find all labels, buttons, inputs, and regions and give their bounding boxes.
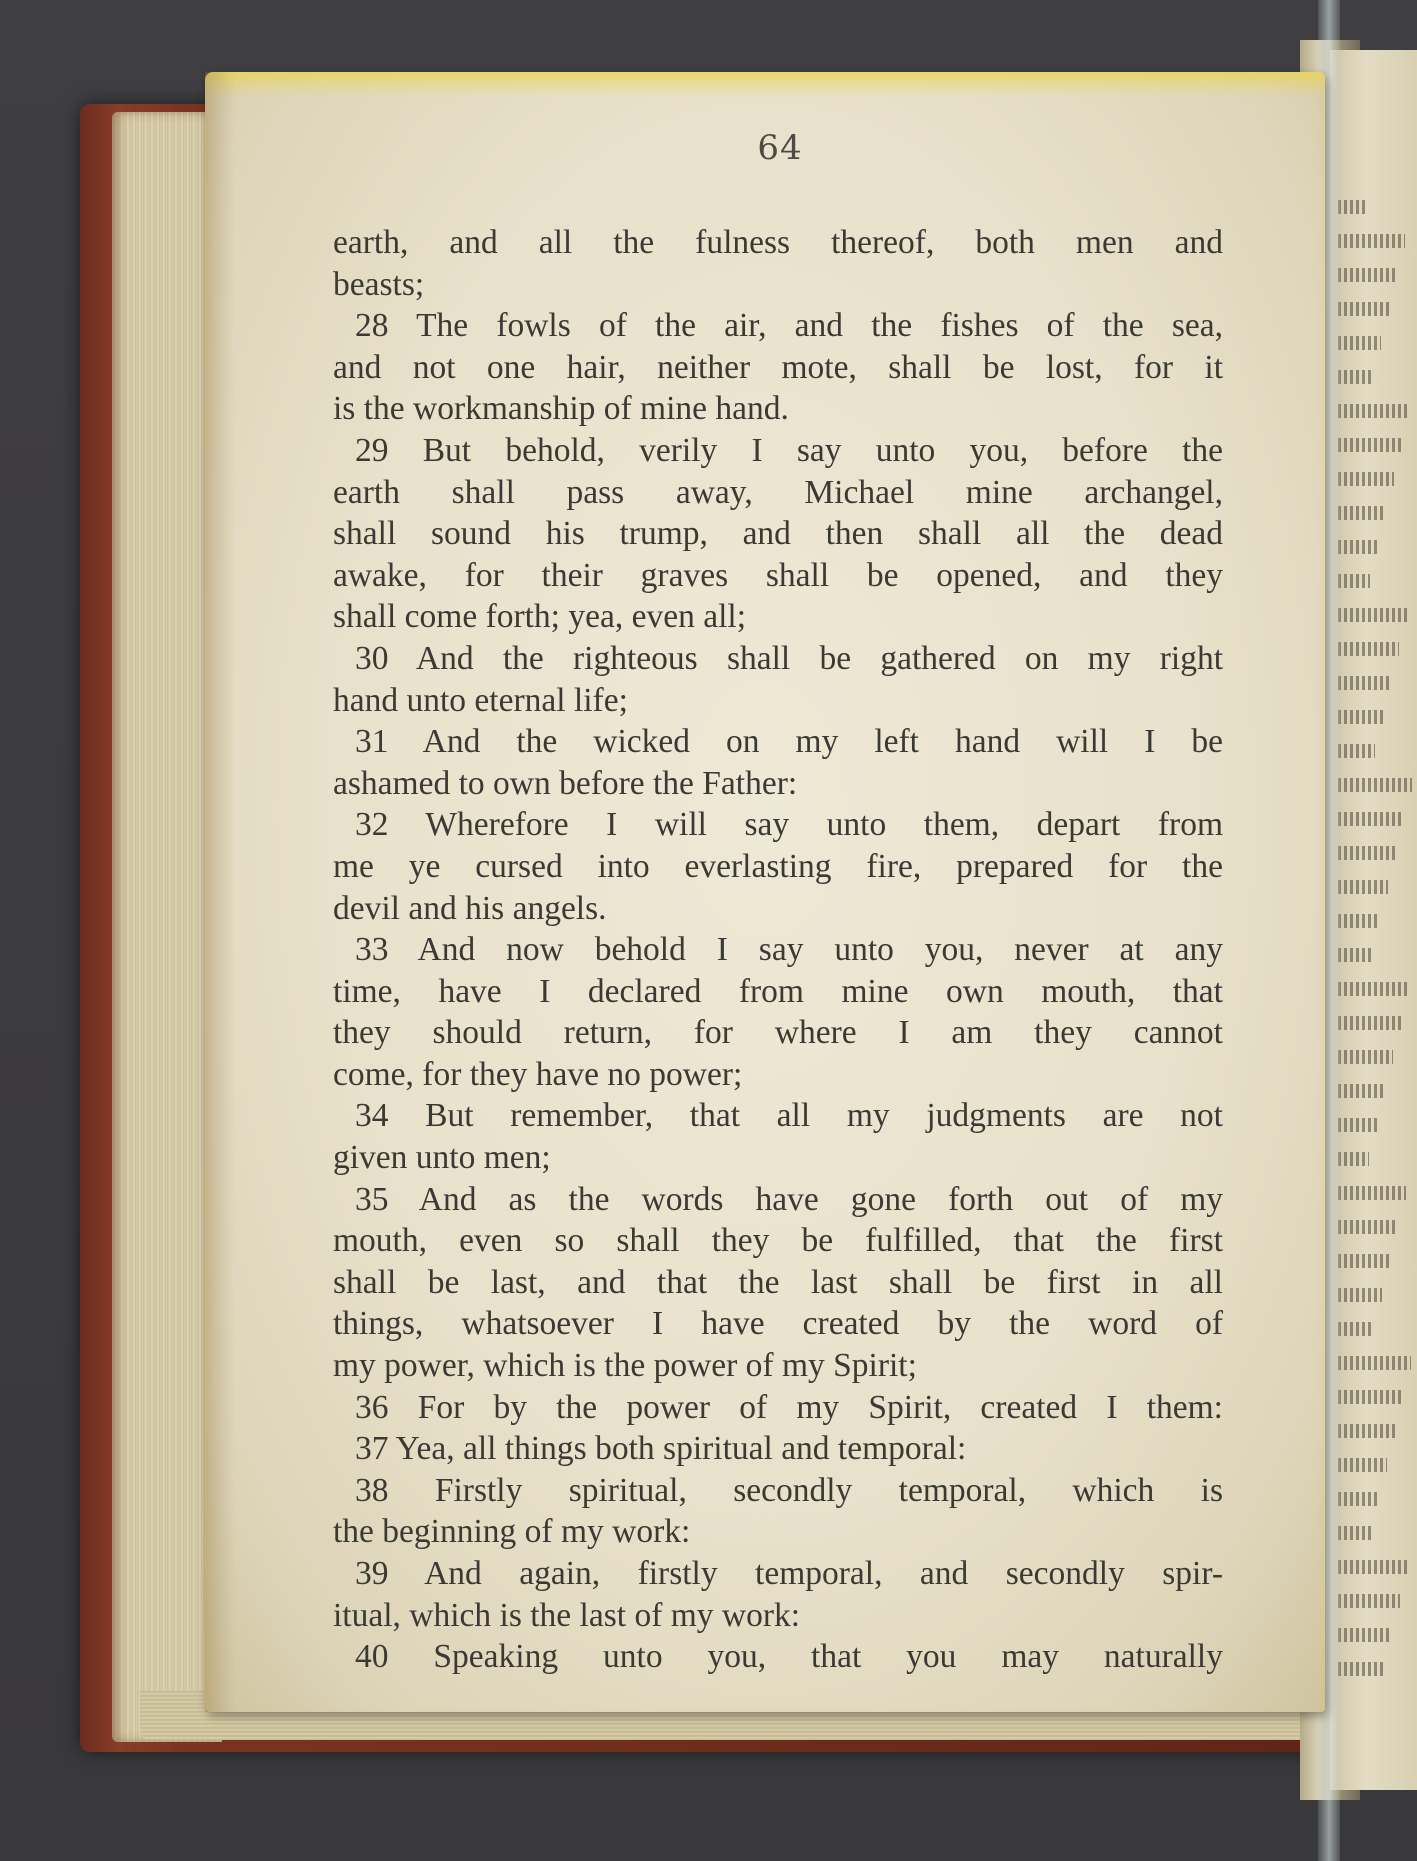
text-line: 32 Wherefore I will say unto them, depart from	[355, 806, 1223, 844]
text-line: 38 Firstly spiritual, secondly temporal, which is	[355, 1471, 1223, 1509]
text-line: they should return, for where I am they cannot	[333, 1014, 1223, 1052]
text-line: my power, which is the power of my Spirit;	[333, 1347, 917, 1385]
text-line: earth, and all the fulness thereof, both men and	[333, 224, 1223, 261]
text-line: mouth, even so shall they be fulfilled, that the first	[333, 1222, 1223, 1260]
facing-page-text-mark	[1338, 1186, 1406, 1200]
text-line: itual, which is the last of my work:	[333, 1596, 801, 1634]
facing-page-text-mark	[1338, 1424, 1395, 1438]
facing-page-text-mark	[1338, 1118, 1377, 1132]
facing-page-text-mark	[1338, 1458, 1387, 1472]
text-line: devil and his angels.	[333, 889, 607, 927]
facing-page-text-mark	[1338, 778, 1412, 792]
text-line: 28 The fowls of the air, and the fishes of the sea,	[355, 307, 1223, 345]
facing-page-text-mark	[1338, 1492, 1379, 1506]
text-line: 33 And now behold I say unto you, never at any	[355, 931, 1223, 969]
facing-page-text-mark	[1338, 1220, 1398, 1234]
facing-page-text-mark	[1338, 948, 1372, 962]
facing-page-text-mark	[1338, 710, 1383, 724]
facing-page-text-mark	[1338, 1016, 1401, 1030]
page-number: 64	[757, 128, 803, 168]
facing-page-text-mark	[1338, 404, 1410, 418]
text-line: is the workmanship of mine hand.	[333, 390, 789, 428]
facing-page-text-mark	[1338, 1526, 1371, 1540]
facing-page-text-mark	[1338, 812, 1404, 826]
page-text	[333, 222, 1223, 1678]
text-line: and not one hair, neither mote, shall be lost, for it	[333, 348, 1223, 386]
facing-page-text-mark	[1338, 982, 1409, 996]
text-line: 30 And the righteous shall be gathered on my right	[355, 639, 1223, 677]
facing-page-text-mark	[1338, 880, 1388, 894]
facing-page-text-mark	[1338, 336, 1381, 350]
text-line: time, have I declared from mine own mouth, that	[333, 972, 1223, 1010]
facing-page-text-mark	[1338, 1322, 1374, 1336]
facing-page-text-mark	[1338, 370, 1373, 384]
text-line: earth shall pass away, Michael mine archangel,	[333, 473, 1223, 511]
text-line: 40 Speaking unto you, that you may naturally	[355, 1638, 1223, 1676]
facing-page-text-mark	[1338, 1560, 1408, 1574]
facing-page-text-mark	[1338, 846, 1396, 860]
text-line: come, for they have no power;	[333, 1055, 743, 1093]
text-line: shall sound his trump, and then shall all the dead	[333, 515, 1223, 553]
facing-page-text-mark	[1338, 472, 1394, 486]
text-line: hand unto eternal life;	[333, 681, 628, 719]
facing-page-text-mark	[1338, 1594, 1400, 1608]
facing-page-text-mark	[1338, 234, 1405, 248]
text-line: 31 And the wicked on my left hand will I be	[355, 723, 1223, 761]
facing-page-text-mark	[1338, 1288, 1382, 1302]
text-line: 37 Yea, all things both spiritual and temporal:	[355, 1430, 967, 1468]
text-line: things, whatsoever I have created by the word of	[333, 1305, 1223, 1343]
facing-page-text-mark	[1338, 574, 1370, 588]
text-line: beasts;	[333, 265, 425, 303]
facing-page-text-mark	[1338, 914, 1380, 928]
facing-page-edge	[1330, 50, 1417, 1790]
facing-page-text-mark	[1338, 540, 1378, 554]
facing-page-text-mark	[1338, 1356, 1411, 1370]
text-line: the beginning of my work:	[333, 1513, 691, 1551]
text-line: shall be last, and that the last shall be first in all	[333, 1263, 1223, 1301]
text-line: awake, for their graves shall be opened, and they	[333, 556, 1223, 594]
facing-page-text-mark	[1338, 1050, 1393, 1064]
facing-page-text-mark	[1338, 438, 1402, 452]
facing-page-text-mark	[1338, 1084, 1385, 1098]
facing-page-text-mark	[1338, 200, 1368, 214]
text-line: 29 But behold, verily I say unto you, before the	[355, 431, 1223, 469]
text-line: ashamed to own before the Father:	[333, 764, 798, 802]
text-line: 36 For by the power of my Spirit, created I them:	[355, 1388, 1223, 1426]
text-line: 39 And again, firstly temporal, and secondly spir-	[355, 1555, 1223, 1592]
text-line: 34 But remember, that all my judgments are not	[355, 1097, 1223, 1135]
facing-page-text-mark	[1338, 302, 1389, 316]
text-line: me ye cursed into everlasting fire, prepared for the	[333, 847, 1223, 885]
text-line: 35 And as the words have gone forth out of my	[355, 1180, 1223, 1218]
facing-page-text-mark	[1338, 1662, 1384, 1676]
text-line: given unto men;	[333, 1139, 551, 1177]
facing-page-text-mark	[1338, 1628, 1392, 1642]
facing-page-text-mark	[1338, 268, 1397, 282]
facing-page-text-mark	[1338, 506, 1386, 520]
facing-page-text-mark	[1338, 744, 1375, 758]
facing-page-text-mark	[1338, 608, 1407, 622]
facing-page-text-mark	[1338, 1254, 1390, 1268]
facing-page-text-mark	[1338, 676, 1391, 690]
facing-page-text-mark	[1338, 1152, 1369, 1166]
facing-page-text-mark	[1338, 642, 1399, 656]
text-line: shall come forth; yea, even all;	[333, 598, 747, 636]
facing-page-text-mark	[1338, 1390, 1403, 1404]
